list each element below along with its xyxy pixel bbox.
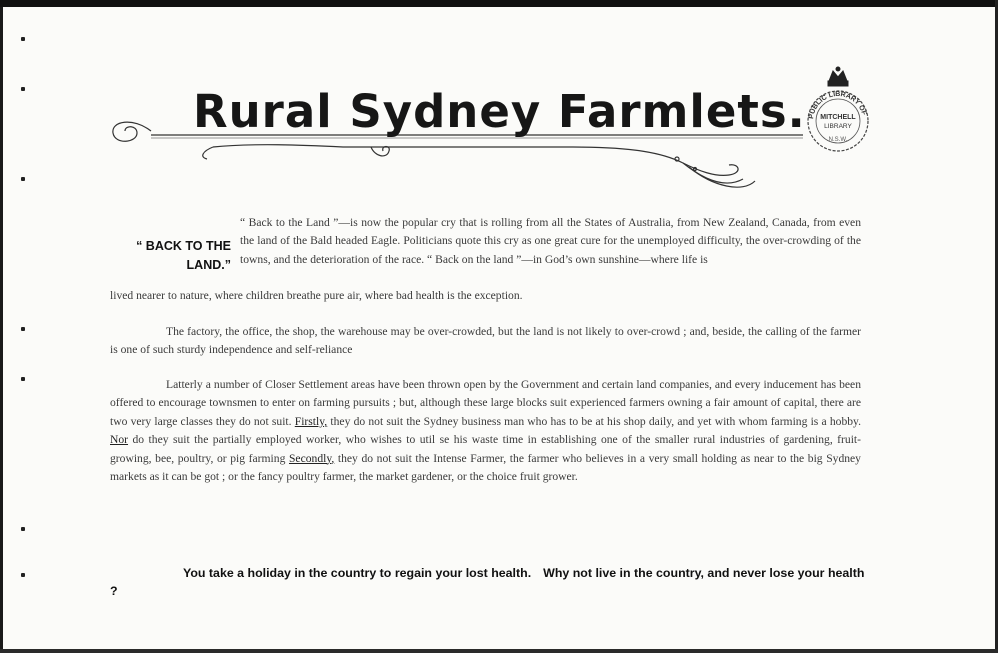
- binding-hole-mark: [21, 87, 25, 91]
- side-heading-line1: “ BACK TO THE: [136, 239, 231, 253]
- side-heading: [121, 237, 231, 275]
- closing-sentence-2: Why not live in the country, and never lose your health ?: [110, 566, 865, 598]
- paragraph-back-to-the-land-end: lived nearer to nature, where children breathe pure air, where bad health is the exception.: [110, 289, 523, 302]
- p3-text-c: do they suit the partially employed worker, who wishes to util se his waste time in establishing one of the smaller rural industries of gardening, fruit-growing, bee, poultry, or pig farming: [110, 433, 861, 465]
- stamp-text-state: N.S.W.: [828, 137, 848, 143]
- public-library-stamp: [803, 63, 873, 155]
- p3-nor: Nor: [110, 433, 129, 447]
- stamp-text-top: PUBLIC LIBRARY OF: [808, 90, 868, 120]
- closing-statement: [110, 564, 870, 600]
- binding-hole-mark: [21, 527, 25, 531]
- p3-text-a: Latterly a number of Closer Settlement areas have been thrown open by the Government and certain land companies, and every inducement has been offered to encourage townsmen to enter on farming pursuits ; but, although these large blocks suit experienced farmers owning a fair amount of capital, there are two very large classes they do not suit.: [110, 378, 861, 428]
- binding-hole-mark: [21, 377, 25, 381]
- binding-hole-mark: [21, 37, 25, 41]
- paragraph-back-to-the-land: “ Back to the Land ”—is now the popular cry that is rolling from all the States of Australia, from New Zealand, Canada, from even the land of the Bald headed Eagle. Politicians quote this cry as one great cure for the unemployed difficulty, the over-crowding of the towns, and the deterioration of the race. “ Back on the land ”—in God’s own sunshine—where life is: [240, 216, 861, 266]
- document-page: [3, 7, 996, 649]
- binding-hole-mark: [21, 327, 25, 331]
- p3-text-d: they do not suit the Intense Farmer, the farmer who believes in a very small holding as near to the big Sydney markets as it can be got ; or the fancy poultry farmer, the market gardener, or the choice fruit grower.: [110, 451, 861, 484]
- binding-hole-mark: [21, 573, 25, 577]
- binding-hole-mark: [21, 177, 25, 181]
- side-heading-line2: LAND.”: [186, 258, 231, 272]
- document-title: Rural Sydney Farmlets.: [193, 85, 806, 138]
- scan-border-top: [0, 0, 998, 7]
- stamp-text-bottom: LIBRARY: [824, 123, 852, 130]
- p3-text-b: they do not suit the Sydney business man who has to be at his shop daily, and yet with whom farming is a hobby.: [330, 414, 861, 428]
- p3-secondly: Secondly,: [288, 451, 335, 465]
- paragraph-factory: The factory, the office, the shop, the warehouse may be over-crowded, but the land is not likely to over-crowd ; and, beside, the calling of the farmer is one of such sturdy independence and self-reliance: [110, 325, 861, 357]
- scan-border-bottom: [0, 649, 998, 653]
- closing-sentence-1: You take a holiday in the country to regain your lost health.: [183, 566, 532, 580]
- stamp-text-mid: MITCHELL: [820, 114, 856, 121]
- p3-firstly: Firstly,: [294, 414, 328, 428]
- paragraph-closer-settlement: [110, 376, 861, 486]
